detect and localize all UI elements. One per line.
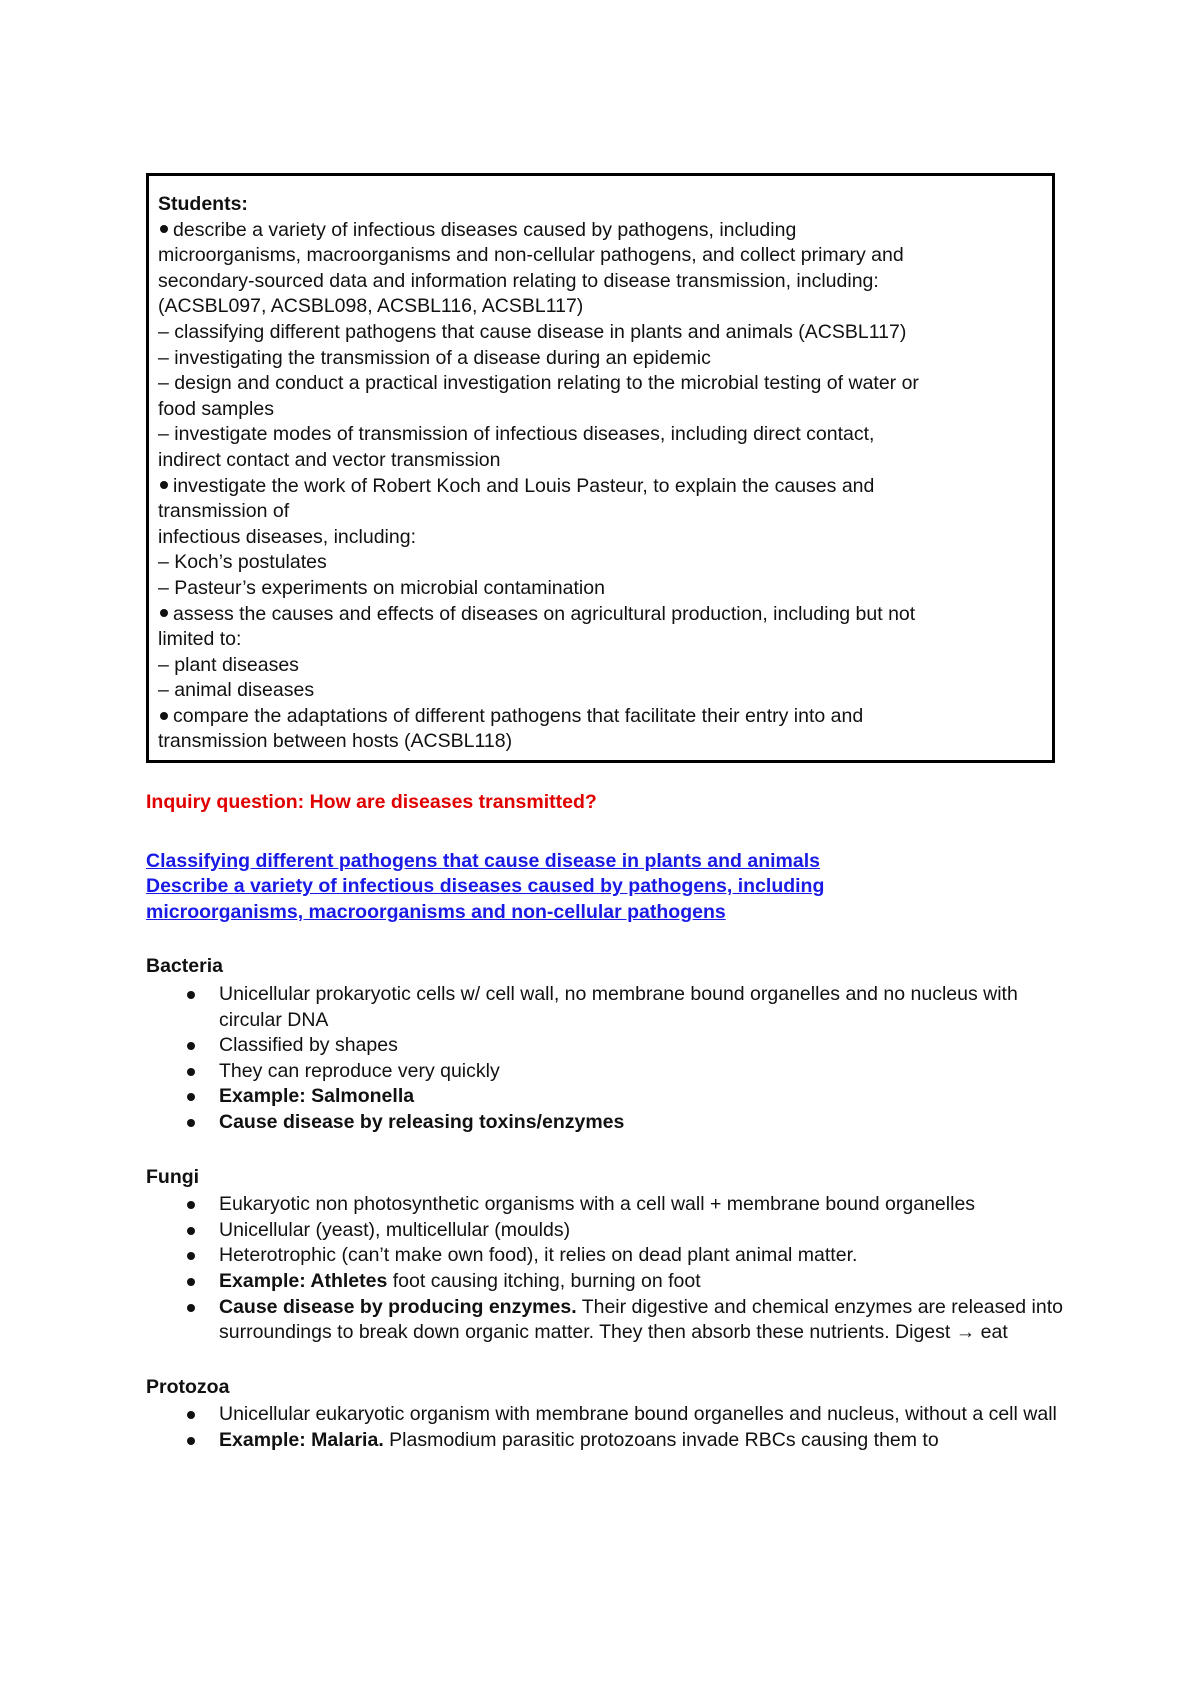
section-protozoa [146,1375,1086,1454]
outcome-line [158,346,1042,372]
outcome-line [158,474,1042,500]
outcome-line [158,704,1042,730]
bullet-list [146,982,1086,1136]
topic-link-describe-cont[interactable]: microorganisms, macroorganisms and non-cellular pathogens [146,900,726,923]
outcome-line-text: compare the adaptations of different pathogens that facilitate their entry into and [173,704,864,727]
item-text: Unicellular prokaryotic cells w/ cell wall, no membrane bound organelles and no nucleus with circular DNA [219,982,1018,1031]
syllabus-outcomes-box [146,173,1055,763]
outcome-line [158,422,1042,448]
outcome-line-text: infectious diseases, including: [158,525,416,548]
item-text: Unicellular eukaryotic organism with membrane bound organelles and nucleus, without a cell wall [219,1403,1057,1426]
list-item [219,1192,1086,1218]
bold-text: Example: Athletes [219,1269,388,1292]
list-item [219,1110,1086,1136]
item-text: Their digestive and chemical enzymes are released into surroundings to break down organic matter. They then absorb these nutrients. Digest → eat [219,1295,1063,1344]
outcome-line-text: transmission of [158,500,290,523]
outcome-line [158,243,1042,269]
outcome-line-text: (ACSBL097, ACSBL098, ACSBL116, ACSBL117) [158,295,584,318]
list-item [219,1218,1086,1244]
outcome-line [158,269,1042,295]
notes-content [146,790,1086,1453]
bold-text: Cause disease by releasing toxins/enzymes [219,1110,625,1133]
bullet-list [146,1402,1086,1453]
outcome-line-text: describe a variety of infectious diseases caused by pathogens, including [173,218,797,241]
outcome-line-text: – design and conduct a practical investigation relating to the microbial testing of water or [158,372,919,395]
outcome-line-text: investigate the work of Robert Koch and Louis Pasteur, to explain the causes and [173,474,875,497]
topic-link-describe[interactable]: Describe a variety of infectious diseases caused by pathogens, including [146,875,825,898]
outcome-line [158,448,1042,474]
outcome-line [158,499,1042,525]
outcome-line-text: transmission between hosts (ACSBL118) [158,730,513,753]
item-text: Unicellular (yeast), multicellular (moulds) [219,1218,571,1241]
item-text: Classified by shapes [219,1034,398,1057]
outcome-line [158,397,1042,423]
bullet-icon [160,481,168,489]
outcome-line [158,371,1042,397]
outcome-line-text: indirect contact and vector transmission [158,448,501,471]
bullet-list [146,1192,1086,1346]
bullet-icon [160,609,168,617]
outcome-line [158,320,1042,346]
outcome-line-text: food samples [158,397,274,420]
outcome-line [158,627,1042,653]
section-bacteria [146,954,1086,1135]
outcome-line [158,218,1042,244]
outcome-line [158,294,1042,320]
outcome-line-text: limited to: [158,628,242,651]
item-text: Plasmodium parasitic protozoans invade RBCs causing them to [383,1428,939,1451]
list-item [219,1295,1086,1346]
outcome-line [158,653,1042,679]
outcome-line-text: – investigate modes of transmission of infectious diseases, including direct contact, [158,423,875,446]
outcome-line-text: assess the causes and effects of diseases on agricultural production, including but not [173,602,916,625]
list-item [219,1084,1086,1110]
section-title: Protozoa [146,1375,230,1398]
outcome-line-text: – animal diseases [158,679,315,702]
outcome-line [158,576,1042,602]
bullet-icon [160,712,168,720]
outcome-line [158,729,1042,755]
inquiry-question: Inquiry question: How are diseases transmitted? [146,791,597,813]
item-text: Eukaryotic non photosynthetic organisms with a cell wall + membrane bound organelles [219,1193,976,1216]
outcome-line [158,525,1042,551]
topic-link-classifying[interactable]: Classifying different pathogens that cause disease in plants and animals [146,849,821,872]
outcomes-lines [158,218,1042,755]
topic-links [146,849,1086,926]
outcome-line-text: – plant diseases [158,653,299,676]
list-item [219,1269,1086,1295]
list-item [219,982,1086,1033]
bold-text: Example: Malaria. [219,1428,384,1451]
list-item [219,1402,1086,1428]
bold-text: Cause disease by producing enzymes. [219,1295,577,1318]
bold-text: Example: Salmonella [219,1085,415,1108]
outcome-line-text: – Koch’s postulates [158,551,327,574]
outcome-line-text: – Pasteur’s experiments on microbial contamination [158,576,605,599]
outcome-line [158,550,1042,576]
list-item [219,1243,1086,1269]
item-text: foot causing itching, burning on foot [387,1269,701,1292]
outcome-line [158,602,1042,628]
pathogen-sections [146,954,1086,1453]
outcome-line [158,678,1042,704]
item-text: Heterotrophic (can’t make own food), it relies on dead plant animal matter. [219,1244,858,1267]
section-title: Fungi [146,1165,200,1188]
list-item [219,1059,1086,1085]
item-text: They can reproduce very quickly [219,1059,500,1082]
outcome-line-text: secondary-sourced data and information relating to disease transmission, including: [158,269,879,292]
section-fungi [146,1165,1086,1346]
list-item [219,1428,1086,1454]
list-item [219,1033,1086,1059]
bullet-icon [160,225,168,233]
outcomes-heading: Students: [158,193,248,215]
outcome-line-text: – investigating the transmission of a disease during an epidemic [158,346,711,369]
outcome-line-text: – classifying different pathogens that cause disease in plants and animals (ACSBL117) [158,320,907,343]
section-title: Bacteria [146,955,223,978]
outcome-line-text: microorganisms, macroorganisms and non-cellular pathogens, and collect primary and [158,244,904,267]
